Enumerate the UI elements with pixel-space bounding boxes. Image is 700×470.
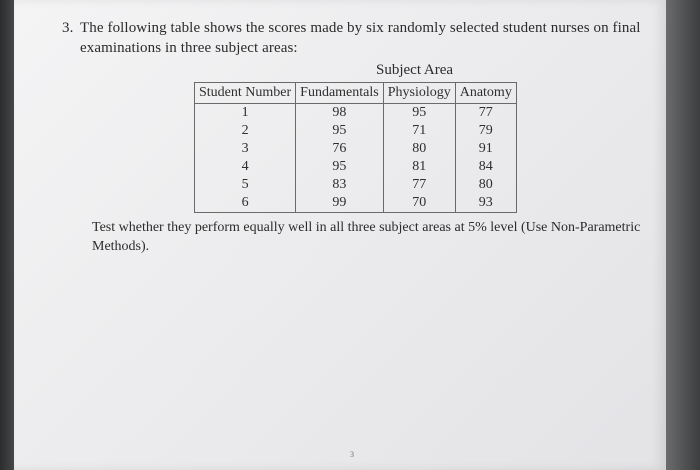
page-number: 3 — [350, 450, 354, 459]
table-row — [195, 122, 517, 140]
table-header-row — [195, 83, 517, 104]
cell-student-number: 3 — [195, 140, 296, 158]
cell-physiology: 80 — [383, 140, 455, 158]
cell-fundamentals: 95 — [296, 122, 384, 140]
question-number: 3. — [62, 20, 74, 36]
cell-fundamentals: 76 — [296, 140, 384, 158]
cell-fundamentals: 83 — [296, 176, 384, 194]
cell-student-number: 5 — [195, 176, 296, 194]
cell-fundamentals: 99 — [296, 194, 384, 213]
table-row — [195, 104, 517, 123]
cell-student-number: 6 — [195, 194, 296, 213]
background-right-edge — [664, 0, 700, 470]
cell-anatomy: 79 — [455, 122, 516, 140]
question-text — [62, 18, 652, 58]
cell-physiology: 71 — [383, 122, 455, 140]
scores-table — [194, 82, 517, 213]
cell-anatomy: 84 — [455, 158, 516, 176]
instruction-text — [92, 218, 652, 256]
cell-student-number: 4 — [195, 158, 296, 176]
cell-anatomy: 91 — [455, 140, 516, 158]
header-fundamentals: Fundamentals — [296, 83, 384, 104]
header-student-number: Student Number — [195, 83, 296, 104]
cell-anatomy: 93 — [455, 194, 516, 213]
table-row — [195, 194, 517, 213]
table-row — [195, 140, 517, 158]
header-anatomy: Anatomy — [455, 83, 516, 104]
cell-student-number: 2 — [195, 122, 296, 140]
question-line-1: The following table shows the scores made by six randomly selected student nurses on final — [80, 20, 641, 36]
instruction-line-2: Methods). — [92, 239, 150, 254]
cell-anatomy: 77 — [455, 104, 516, 123]
table-row — [195, 176, 517, 194]
cell-anatomy: 80 — [455, 176, 516, 194]
cell-fundamentals: 95 — [296, 158, 384, 176]
cell-student-number: 1 — [195, 104, 296, 123]
cell-physiology: 77 — [383, 176, 455, 194]
cell-physiology: 95 — [383, 104, 455, 123]
header-physiology: Physiology — [383, 83, 455, 104]
cell-physiology: 81 — [383, 158, 455, 176]
table-row — [195, 158, 517, 176]
cell-physiology: 70 — [383, 194, 455, 213]
cell-fundamentals: 98 — [296, 104, 384, 123]
subject-area-header: Subject Area — [376, 62, 454, 78]
question-line-2: examinations in three subject areas: — [80, 40, 298, 56]
instruction-line-1: Test whether they perform equally well in all three subject areas at 5% level (Use Non-Parametric — [92, 220, 641, 235]
